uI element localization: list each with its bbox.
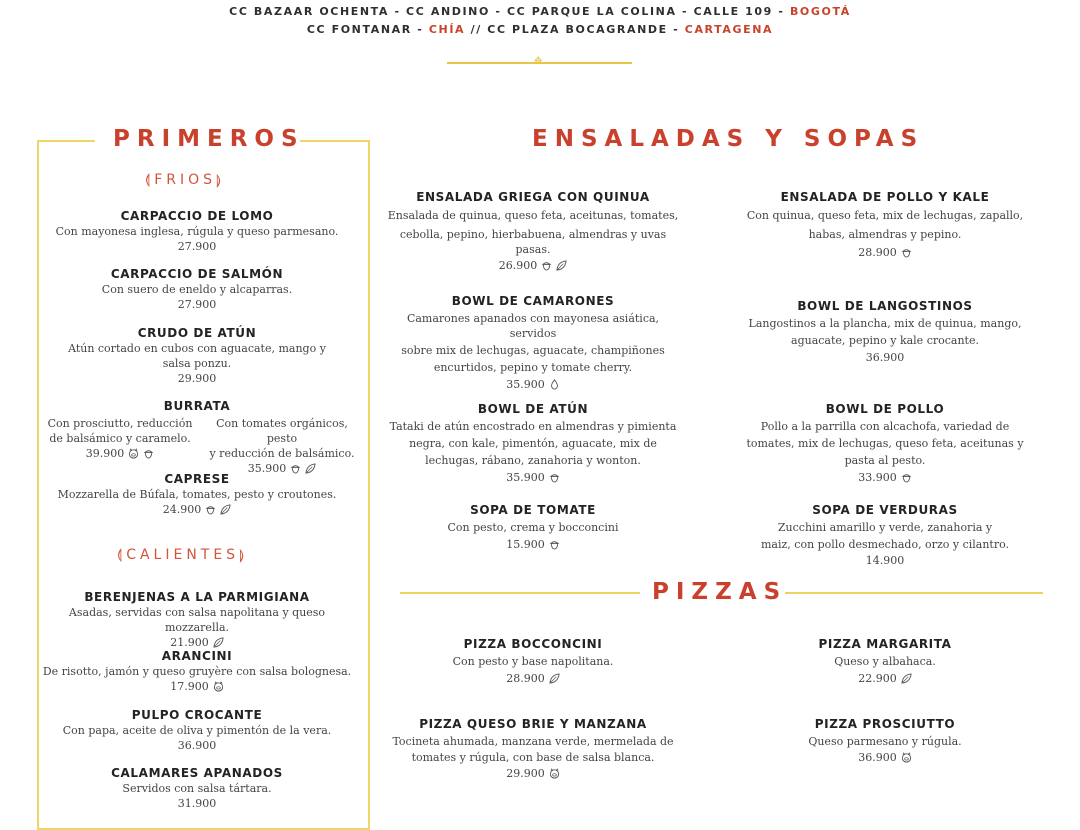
item-desc-2: cebolla, pepino, hierbabuena, almendras y uvas pasas.: [399, 228, 667, 256]
item-name: CARPACCIO DE SALMÓN: [110, 267, 284, 281]
primeros-title: PRIMEROS: [113, 126, 305, 152]
item-desc-2: sobre mix de lechugas, aguacate, champiñones: [401, 344, 665, 357]
item-price-row: [383, 766, 683, 781]
item-price-row: [735, 750, 1035, 765]
item-desc: De risotto, jamón y queso gruyère con salsa bolognesa.: [42, 665, 352, 678]
drop-icon: [549, 379, 560, 390]
item-desc-1: Zucchini amarillo y verde, zanahoria y: [777, 521, 993, 534]
menu-item-bowl-langostinos: [735, 298, 1035, 365]
item-desc-2: aguacate, pepino y kale crocante.: [791, 334, 979, 347]
header-ornament-icon: ✥: [534, 56, 543, 67]
item-price-row: [40, 679, 354, 694]
item-desc-1: Tataki de atún encostrado en almendras y pimienta: [389, 420, 677, 433]
item-price-row: [40, 502, 354, 517]
menu-item-bowl-pollo: [735, 401, 1035, 485]
burrata-option-tomates: [200, 416, 364, 476]
item-name: PIZZA BOCCONCINI: [463, 637, 603, 651]
calientes-left-ornament-icon: ⟬: [117, 547, 127, 563]
item-price: 28.900: [858, 246, 897, 259]
menu-item-pizza-brie: [383, 716, 683, 781]
item-price: 36.900: [865, 351, 905, 364]
pig-icon: [213, 681, 224, 692]
pizzas-line-left: [400, 592, 640, 594]
nut-icon: [549, 472, 560, 483]
menu-item-caprese: [40, 471, 354, 517]
pig-icon: [128, 448, 139, 459]
item-name: ARANCINI: [161, 649, 233, 663]
menu-item-crudo-atun: [40, 325, 354, 386]
nut-icon: [901, 472, 912, 483]
item-name: BOWL DE POLLO: [825, 402, 945, 416]
item-name: BERENJENAS A LA PARMIGIANA: [84, 590, 310, 604]
menu-item-calamares: [40, 765, 354, 811]
leaf-icon: [556, 260, 567, 271]
city-bogota: BOGOTÁ: [789, 5, 851, 18]
nut-icon: [549, 539, 560, 550]
menu-item-bowl-camarones: [383, 293, 683, 392]
item-desc-2: maiz, con pollo desmechado, orzo y cilantro.: [760, 538, 1010, 551]
menu-item-ensalada-griega: [383, 189, 683, 273]
item-price-row: [735, 470, 1035, 485]
item-desc-1: Ensalada de quinua, queso feta, aceitunas, tomates,: [387, 209, 679, 222]
menu-item-bowl-atun: [383, 401, 683, 485]
item-desc: Servidos con salsa tártara.: [122, 782, 272, 795]
item-price: 17.900: [170, 680, 209, 693]
item-price: 28.900: [506, 672, 545, 685]
item-desc-3: encurtidos, pepino y tomate cherry.: [433, 361, 633, 374]
item-price: 31.900: [177, 797, 217, 810]
menu-item-pizza-bocconcini: [383, 636, 683, 686]
menu-item-carpaccio-lomo: [40, 208, 354, 254]
menu-item-sopa-verduras: [735, 502, 1035, 568]
menu-item-pulpo: [40, 707, 354, 753]
city-chia: CHÍA: [428, 23, 466, 36]
item-price-row: [383, 671, 683, 686]
item-desc: Asadas, servidas con salsa napolitana y queso mozzarella.: [68, 606, 326, 634]
item-name: ENSALADA GRIEGA CON QUINUA: [416, 190, 650, 204]
item-desc-2: y reducción de balsámico.: [209, 447, 355, 460]
item-name: CARPACCIO DE LOMO: [120, 209, 274, 223]
item-desc: Con pesto y base napolitana.: [452, 655, 614, 668]
nut-icon: [143, 448, 154, 459]
item-desc: Con suero de eneldo y alcaparras.: [101, 283, 293, 296]
item-desc-1: Camarones apanados con mayonesa asiática, servidos: [406, 312, 660, 340]
item-desc-1: Con tomates orgánicos, pesto: [216, 417, 348, 445]
item-desc-1: Langostinos a la plancha, mix de quinua, mango,: [748, 317, 1022, 330]
item-price-row: [383, 377, 683, 392]
item-name: ENSALADA DE POLLO Y KALE: [780, 190, 990, 204]
item-desc-2: de balsámico y caramelo.: [49, 432, 191, 445]
item-name: SOPA DE VERDURAS: [812, 503, 958, 517]
leaf-icon: [220, 504, 231, 515]
leaf-icon: [213, 637, 224, 648]
item-desc-1: Pollo a la parrilla con alcachofa, variedad de: [760, 420, 1010, 433]
menu-item-arancini: [40, 648, 354, 694]
item-price: 35.900: [247, 462, 287, 475]
item-name: PIZZA MARGARITA: [818, 637, 952, 651]
item-name: BOWL DE LANGOSTINOS: [797, 299, 973, 313]
menu-item-ensalada-pollo-kale: [735, 189, 1035, 260]
item-desc-3: lechugas, rábano, zanahoria y wonton.: [425, 454, 641, 467]
menu-item-pizza-margarita: [735, 636, 1035, 686]
item-desc: Mozzarella de Búfala, tomates, pesto y croutones.: [57, 488, 337, 501]
item-desc: Con pesto, crema y bocconcini: [447, 521, 619, 534]
item-price: 21.900: [170, 636, 209, 649]
nut-icon: [541, 260, 552, 271]
frios-left-ornament-icon: ⟬: [145, 172, 155, 188]
item-name: PIZZA QUESO BRIE Y MANZANA: [419, 717, 647, 731]
item-desc: Con papa, aceite de oliva y pimentón de la vera.: [62, 724, 332, 737]
item-price: 27.900: [177, 240, 217, 253]
item-desc-2: salsa ponzu.: [162, 357, 232, 370]
frios-label: FRIOS: [154, 172, 217, 188]
item-price: 29.900: [177, 372, 217, 385]
locations-list-2b: // CC PLAZA BOCAGRANDE -: [465, 23, 685, 36]
calientes-label: CALIENTES: [126, 547, 240, 563]
item-name: SOPA DE TOMATE: [470, 503, 596, 517]
menu-item-sopa-tomate: [383, 502, 683, 552]
item-price: 35.900: [506, 471, 545, 484]
locations-line-1: [0, 5, 1080, 18]
calientes-right-ornament-icon: ⟭: [239, 547, 249, 563]
item-price: 39.900: [85, 447, 125, 460]
item-price: 15.900: [506, 538, 545, 551]
item-name: PIZZA PROSCIUTTO: [814, 717, 956, 731]
item-price: 29.900: [506, 767, 545, 780]
nut-icon: [205, 504, 216, 515]
item-name: PULPO CROCANTE: [131, 708, 263, 722]
leaf-icon: [901, 673, 912, 684]
item-desc-2: tomates, mix de lechugas, queso feta, aceitunas y: [746, 437, 1024, 450]
item-price-row: [735, 671, 1035, 686]
item-desc-2: negra, con kale, pimentón, aguacate, mix de: [409, 437, 657, 450]
leaf-icon: [549, 673, 560, 684]
item-desc-3: pasta al pesto.: [844, 454, 926, 467]
item-desc: Queso y albahaca.: [834, 655, 936, 668]
item-name: BOWL DE ATÚN: [477, 402, 589, 416]
menu-item-berenjenas: [40, 589, 354, 650]
locations-list-2a: CC FONTANAR -: [306, 23, 429, 36]
item-desc: Queso parmesano y rúgula.: [808, 735, 962, 748]
item-desc-2: habas, almendras y pepino.: [808, 228, 962, 241]
nut-icon: [901, 247, 912, 258]
menu-item-burrata: [40, 398, 354, 414]
city-cartagena: CARTAGENA: [684, 23, 774, 36]
item-name: CRUDO DE ATÚN: [137, 326, 257, 340]
burrata-option-prosciutto: [40, 416, 200, 461]
menu-item-pizza-prosciutto: [735, 716, 1035, 765]
item-name: BURRATA: [163, 399, 231, 413]
item-price: 26.900: [498, 259, 538, 272]
item-desc-1: Con prosciutto, reducción: [47, 417, 193, 430]
pizzas-line-right: [785, 592, 1043, 594]
item-price-row: [383, 537, 683, 552]
item-price: 33.900: [858, 471, 897, 484]
item-name: BOWL DE CAMARONES: [451, 294, 615, 308]
item-price: 35.900: [506, 378, 545, 391]
item-price-row: [40, 446, 200, 461]
item-desc-2: tomates y rúgula, con base de salsa blanca.: [411, 751, 655, 764]
frios-right-ornament-icon: ⟭: [216, 172, 226, 188]
item-price-row: [735, 245, 1035, 260]
item-price: 22.900: [858, 672, 897, 685]
item-name: CALAMARES APANADOS: [111, 766, 283, 780]
pig-icon: [901, 752, 912, 763]
item-price: 27.900: [177, 298, 217, 311]
item-price-row: [383, 258, 683, 273]
item-desc-1: Atún cortado en cubos con aguacate, mango y: [68, 342, 326, 355]
frios-title: [145, 172, 225, 188]
item-price: 24.900: [162, 503, 202, 516]
locations-list-1: CC BAZAAR OCHENTA - CC ANDINO - CC PARQUE LA COLINA - CALLE 109 -: [229, 5, 790, 18]
item-desc-1: Con quinua, queso feta, mix de lechugas, zapallo,: [746, 209, 1024, 222]
item-desc-1: Tocineta ahumada, manzana verde, mermelada de: [392, 735, 674, 748]
calientes-title: [117, 547, 248, 563]
pig-icon: [549, 768, 560, 779]
item-price: 36.900: [858, 751, 897, 764]
locations-line-2: [0, 23, 1080, 36]
item-price: 14.900: [865, 554, 905, 567]
menu-item-carpaccio-salmon: [40, 266, 354, 312]
ensaladas-title: ENSALADAS Y SOPAS: [532, 126, 925, 152]
item-price-row: [383, 470, 683, 485]
item-desc: Con mayonesa inglesa, rúgula y queso parmesano.: [55, 225, 339, 238]
item-price: 36.900: [177, 739, 217, 752]
pizzas-title: PIZZAS: [652, 579, 788, 605]
item-name: CAPRESE: [164, 472, 230, 486]
